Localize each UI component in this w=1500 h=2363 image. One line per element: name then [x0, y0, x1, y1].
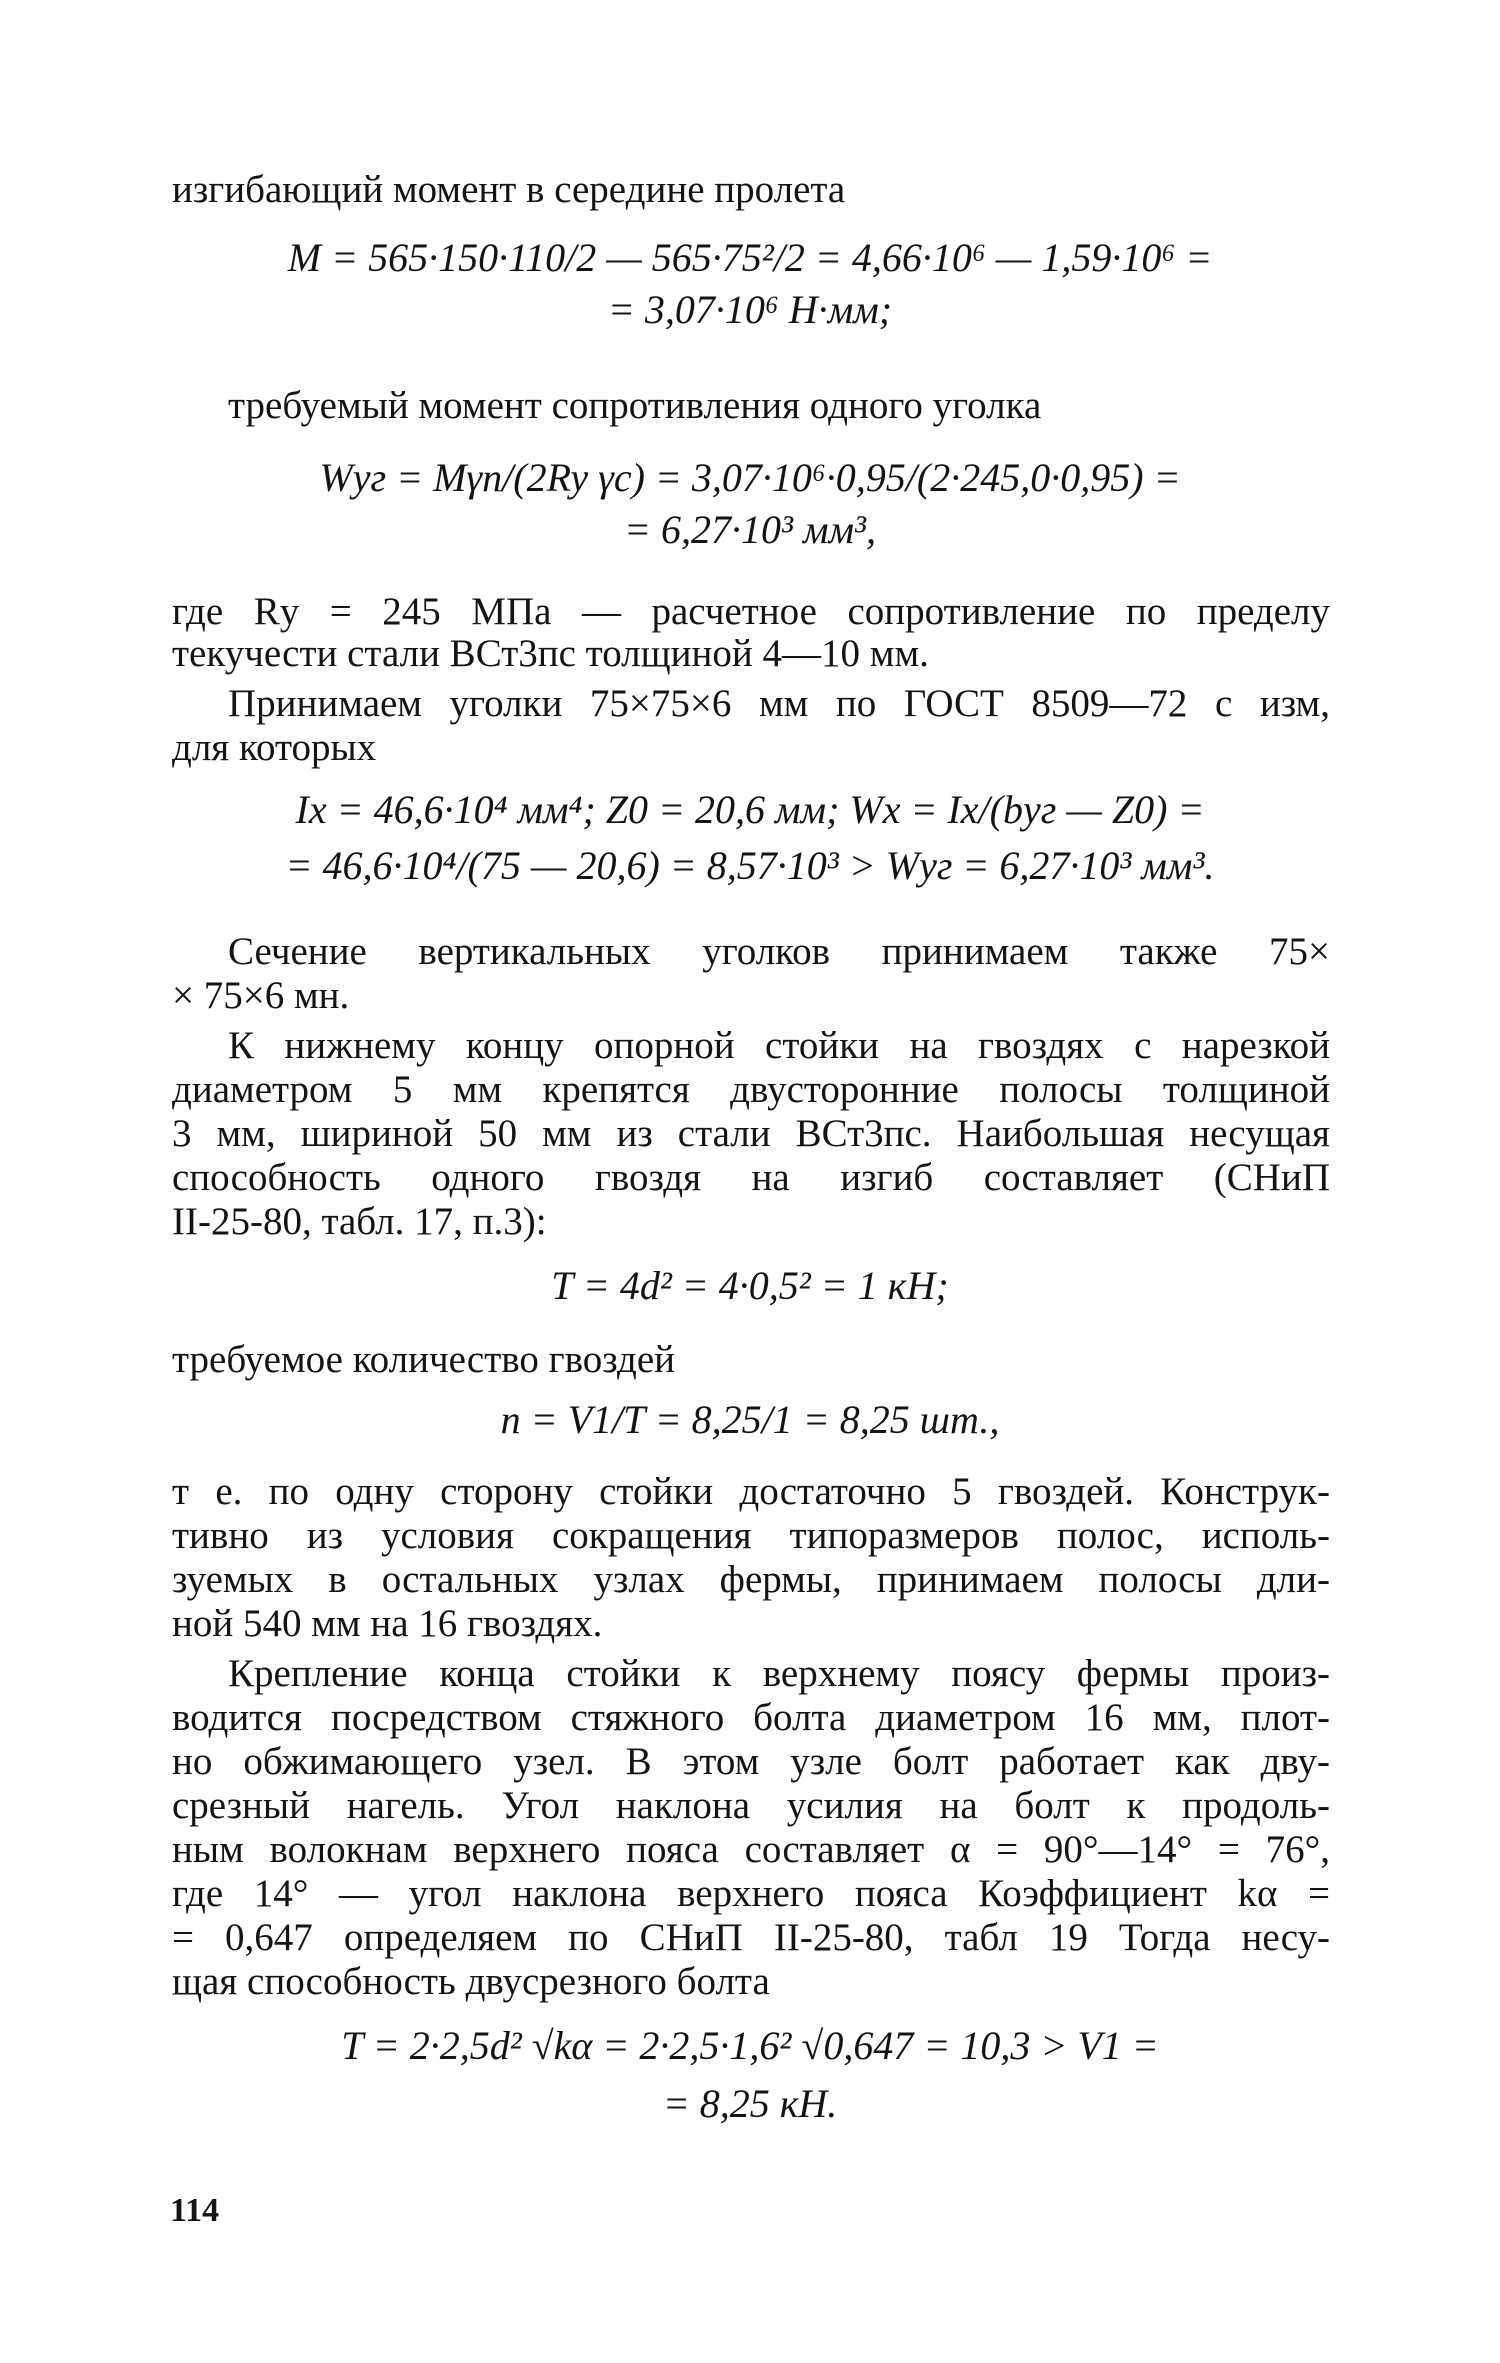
- text-line: где 14° — угол наклона верхнего пояса Коэффициент kα =: [172, 1872, 1330, 1915]
- text-line: требуемый момент сопротивления одного уголка: [228, 384, 1042, 427]
- text-line: изгибающий момент в середине пролета: [172, 168, 846, 211]
- text-line: × 75×6 мн.: [172, 974, 350, 1017]
- text-line: Сечение вертикальных уголков принимаем также 75×: [228, 930, 1330, 973]
- formula-nail-count: n = V1/T = 8,25/1 = 8,25 шт.,: [500, 1397, 1000, 1442]
- text-line: ной 540 мм на 16 гвоздях.: [172, 1602, 603, 1645]
- text-line: текучести стали ВСт3пс толщиной 4—10 мм.: [172, 632, 929, 675]
- formula-nail-capacity: T = 4d² = 4·0,5² = 1 кН;: [551, 1263, 949, 1308]
- text-line: но обжимающего узел. В этом узле болт работает как дву-: [172, 1740, 1330, 1783]
- page-number: 114: [170, 2192, 220, 2229]
- text-line: ным волокнам верхнего пояса составляет α = 90°—14° = 76°,: [172, 1828, 1330, 1871]
- text-line: для которых: [172, 726, 377, 769]
- text-line: щая способность двусрезного болта: [172, 1960, 770, 2003]
- text-line: зуемых в остальных узлах фермы, принимаем полосы дли-: [172, 1558, 1330, 1601]
- text-line: способность одного гвоздя на изгиб составляет (СНиП: [172, 1156, 1330, 1199]
- text-line: тивно из условия сокращения типоразмеров полос, исполь-: [172, 1514, 1330, 1557]
- formula-bolt-capacity: T = 2·2,5d² √kα = 2·2,5·1,6² √0,647 = 10,3 > V1 =: [341, 2023, 1159, 2068]
- formula-moment: M = 565·150·110/2 — 565·75²/2 = 4,66·10⁶ — 1,59·10⁶ =: [287, 235, 1213, 280]
- text-line: II-25-80, табл. 17, п.3):: [172, 1200, 547, 1243]
- formula-bolt-capacity-result: = 8,25 кН.: [662, 2081, 838, 2126]
- formula-moment-result: = 3,07·10⁶ Н·мм;: [607, 287, 893, 332]
- text-line: диаметром 5 мм крепятся двусторонние полосы толщиной: [172, 1068, 1330, 1111]
- text-line: где Rу = 245 МПа — расчетное сопротивление по пределу: [172, 590, 1330, 633]
- text-line: К нижнему концу опорной стойки на гвоздях с нарезкой: [228, 1024, 1330, 1067]
- text-line: Принимаем уголки 75×75×6 мм по ГОСТ 8509—72 с изм,: [228, 682, 1330, 725]
- text-line: Крепление конца стойки к верхнему поясу фермы произ-: [228, 1652, 1330, 1695]
- formula-section-modulus-result: = 6,27·10³ мм³,: [623, 507, 877, 552]
- text-line: т е. по одну сторону стойки достаточно 5 гвоздей. Конструк-: [172, 1470, 1330, 1513]
- text-line: требуемое количество гвоздей: [172, 1338, 676, 1381]
- formula-angle-check: = 46,6·10⁴/(75 — 20,6) = 8,57·10³ > Wуг = 6,27·10³ мм³.: [285, 843, 1215, 888]
- text-line: водится посредством стяжного болта диаметром 16 мм, плот-: [172, 1696, 1330, 1739]
- text-line: срезный нагель. Угол наклона усилия на болт к продоль-: [172, 1784, 1330, 1827]
- formula-angle-properties: Ix = 46,6·10⁴ мм⁴; Z0 = 20,6 мм; Wx = Ix/(bуг — Z0) =: [295, 787, 1205, 832]
- formula-section-modulus: Wуг = Mγn/(2Ry γc) = 3,07·10⁶·0,95/(2·245,0·0,95) =: [319, 455, 1181, 500]
- text-line: 3 мм, шириной 50 мм из стали ВСт3пс. Наибольшая несущая: [172, 1112, 1330, 1155]
- text-line: = 0,647 определяем по СНиП II-25-80, табл 19 Тогда несу-: [172, 1916, 1330, 1959]
